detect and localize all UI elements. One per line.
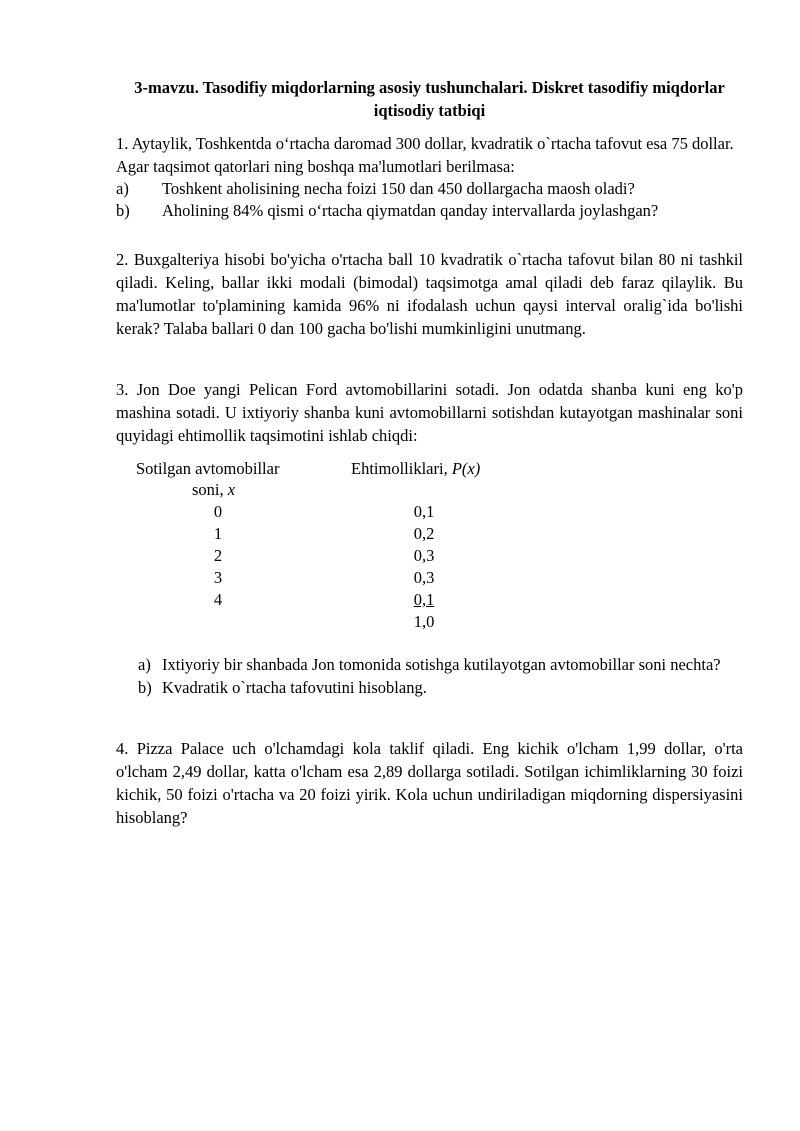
- column-header-cars-sold-line2: [192, 479, 235, 501]
- item-text: Toshkent aholisining necha foizi 150 dan 450 dollargacha maosh oladi?: [162, 179, 635, 198]
- p-value: 0,3: [413, 568, 435, 587]
- p-values-column: [409, 501, 439, 633]
- item-marker: a): [116, 179, 129, 198]
- p-total: 1,0: [413, 612, 435, 631]
- problem-1-item-a: [116, 178, 743, 200]
- item-text: Kvadratik o`rtacha tafovutini hisoblang.: [162, 678, 427, 697]
- p-value: 0,2: [413, 524, 435, 543]
- problem-2: [116, 248, 743, 340]
- problem-1: [116, 132, 743, 222]
- header-text: Ehtimolliklari,: [351, 459, 452, 478]
- column-header-cars-sold: Sotilgan avtomobillar: [136, 459, 280, 478]
- column-header-probability: [351, 458, 480, 480]
- x-value: 3: [213, 568, 223, 587]
- problem-1-text: 1. Aytaylik, Toshkentda oʻrtacha daromad 300 dollar, kvadratik o`rtacha tafovut esa 75 dollar. Agar taqsimot qatorlari ning boshqa ma'lumotlari berilmasa:: [116, 134, 734, 176]
- header-text: soni,: [192, 480, 228, 499]
- x-value: 1: [213, 524, 223, 543]
- document-page: [116, 76, 743, 829]
- problem-3-item-b: [138, 676, 743, 699]
- item-marker: b): [116, 201, 130, 220]
- p-value: 0,1: [413, 502, 435, 521]
- problem-3-text: 3. Jon Doe yangi Pelican Ford avtomobillarini sotadi. Jon odatda shanba kuni eng ko'p mashina sotadi. U ixtiyoriy shanba kuni avtomobillarni sotishdan kutayotgan mashinalar soni quyidagi ehtimollik taqsimotini ishlab chiqdi:: [116, 380, 743, 445]
- problem-4: [116, 737, 743, 829]
- item-text: Aholining 84% qismi oʻrtacha qiymatdan qanday intervallarda joylashgan?: [162, 201, 659, 220]
- x-values-column: [208, 501, 228, 611]
- problem-4-text: 4. Pizza Palace uch o'lchamdagi kola taklif qiladi. Eng kichik o'lcham 1,99 dollar, o'rta o'lcham 2,49 dollar, katta o'lcham esa 2,89 dollarga sotiladi. Sotilgan ichimliklarning 30 foizi kichik, 50 foizi o'rtacha va 20 foizi yirik. Kola uchun undiriladigan miqdorning dispersiyasini hisoblang?: [116, 739, 743, 827]
- item-text: Ixtiyoriy bir shanbada Jon tomonida sotishga kutilayotgan avtomobillar soni nechta?: [162, 655, 721, 674]
- probability-distribution-table: [116, 458, 743, 631]
- x-value: 4: [213, 590, 223, 609]
- p-value: 0,3: [413, 546, 435, 565]
- problem-3: [116, 378, 743, 699]
- p-value-underlined: 0,1: [413, 590, 435, 609]
- problem-2-text: 2. Buxgalteriya hisobi bo'yicha o'rtacha ball 10 kvadratik o`rtacha tafovut bilan 80 ni tashkil qiladi. Keling, ballar ikki modali (bimodal) taqsimotga amal qiladi deb faraz qilaylik. Bu ma'lumotlar to'plamining kamida 96% ni ifodalash uchun qaysi interval oralig`ida bo'lishi kerak? Talaba ballari 0 dan 100 gacha bo'lishi mumkinligini unutmang.: [116, 250, 743, 338]
- x-value: 2: [213, 546, 223, 565]
- x-value: 0: [213, 502, 223, 521]
- variable-x: x: [227, 480, 236, 499]
- problem-1-item-b: [116, 200, 743, 222]
- variable-px: P(x): [451, 459, 481, 478]
- item-marker: b): [138, 678, 152, 697]
- document-title: 3-mavzu. Tasodifiy miqdorlarning asosiy tushunchalari. Diskret tasodifiy miqdorlar iqtisodiy tatbiqi: [134, 78, 725, 120]
- p-value: [409, 589, 439, 611]
- problem-3-item-a: [138, 653, 743, 676]
- problem-3-questions: [116, 653, 743, 699]
- item-marker: a): [138, 655, 151, 674]
